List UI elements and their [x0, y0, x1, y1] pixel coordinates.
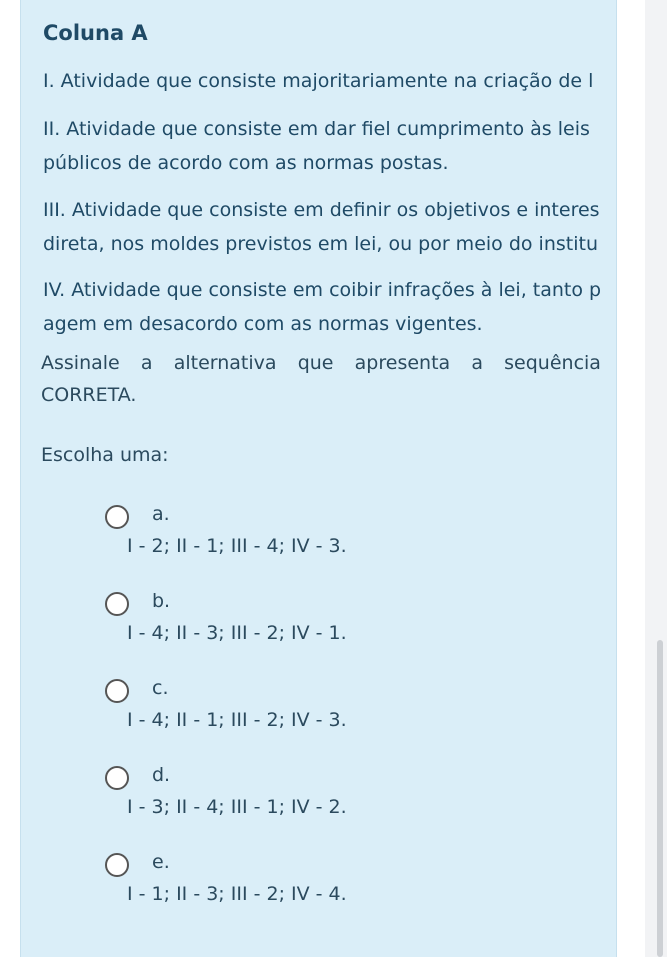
- option-b-text: I - 4; II - 3; III - 2; IV - 1.: [127, 622, 347, 644]
- statement-i: [43, 64, 593, 98]
- instruction-word: sequência: [504, 352, 601, 374]
- instruction-line2: CORRETA.: [41, 384, 137, 406]
- option-d-text: I - 3; II - 4; III - 1; IV - 2.: [127, 796, 347, 818]
- instruction-word: que: [297, 352, 334, 374]
- option-e[interactable]: [105, 851, 505, 917]
- statement-iv-line2: agem em desacordo com as normas vigentes.: [43, 313, 483, 335]
- statement-iii-line1: III. Atividade que consiste em definir os objetivos e interes: [43, 199, 600, 221]
- option-a-text: I - 2; II - 1; III - 4; IV - 3.: [127, 535, 347, 557]
- statement-ii-line2: públicos de acordo com as normas postas.: [43, 152, 449, 174]
- instruction-word: apresenta: [354, 352, 451, 374]
- option-b-letter: b.: [152, 590, 171, 612]
- option-d-letter: d.: [152, 764, 171, 786]
- instruction-word: a: [140, 352, 153, 374]
- option-a[interactable]: [105, 503, 505, 569]
- statement-ii: [43, 112, 590, 180]
- statement-iii-line2: direta, nos moldes previstos em lei, ou por meio do institu: [43, 233, 598, 255]
- option-a-letter: a.: [152, 503, 170, 525]
- option-b[interactable]: [105, 590, 505, 656]
- radio-button-e[interactable]: [105, 853, 129, 877]
- right-gutter: [645, 0, 667, 957]
- option-c-text: I - 4; II - 1; III - 2; IV - 3.: [127, 709, 347, 731]
- instruction-line1: [41, 347, 601, 379]
- statement-ii-line1: II. Atividade que consiste em dar fiel cumprimento às leis: [43, 118, 590, 140]
- radio-button-a[interactable]: [105, 505, 129, 529]
- statement-iii: [43, 193, 600, 261]
- instruction-word: alternativa: [173, 352, 277, 374]
- choose-label: Escolha uma:: [41, 444, 169, 466]
- scrollbar-thumb[interactable]: [657, 640, 663, 957]
- question-panel: [20, 0, 617, 957]
- option-e-letter: e.: [152, 851, 170, 873]
- option-e-text: I - 1; II - 3; III - 2; IV - 4.: [127, 883, 347, 905]
- instruction-word: Assinale: [41, 352, 120, 374]
- column-title: Coluna A: [43, 21, 148, 45]
- instruction-text: [41, 347, 601, 411]
- instruction-word: a: [471, 352, 483, 374]
- radio-button-b[interactable]: [105, 592, 129, 616]
- option-d[interactable]: [105, 764, 505, 830]
- option-c-letter: c.: [152, 677, 169, 699]
- statement-iv-line1: IV. Atividade que consiste em coibir infrações à lei, tanto p: [43, 279, 602, 301]
- statements-area: [21, 0, 618, 335]
- option-c[interactable]: [105, 677, 505, 743]
- statement-i-line1: I. Atividade que consiste majoritariamente na criação de l: [43, 70, 594, 92]
- radio-button-d[interactable]: [105, 766, 129, 790]
- radio-button-c[interactable]: [105, 679, 129, 703]
- statement-iv: [43, 273, 601, 335]
